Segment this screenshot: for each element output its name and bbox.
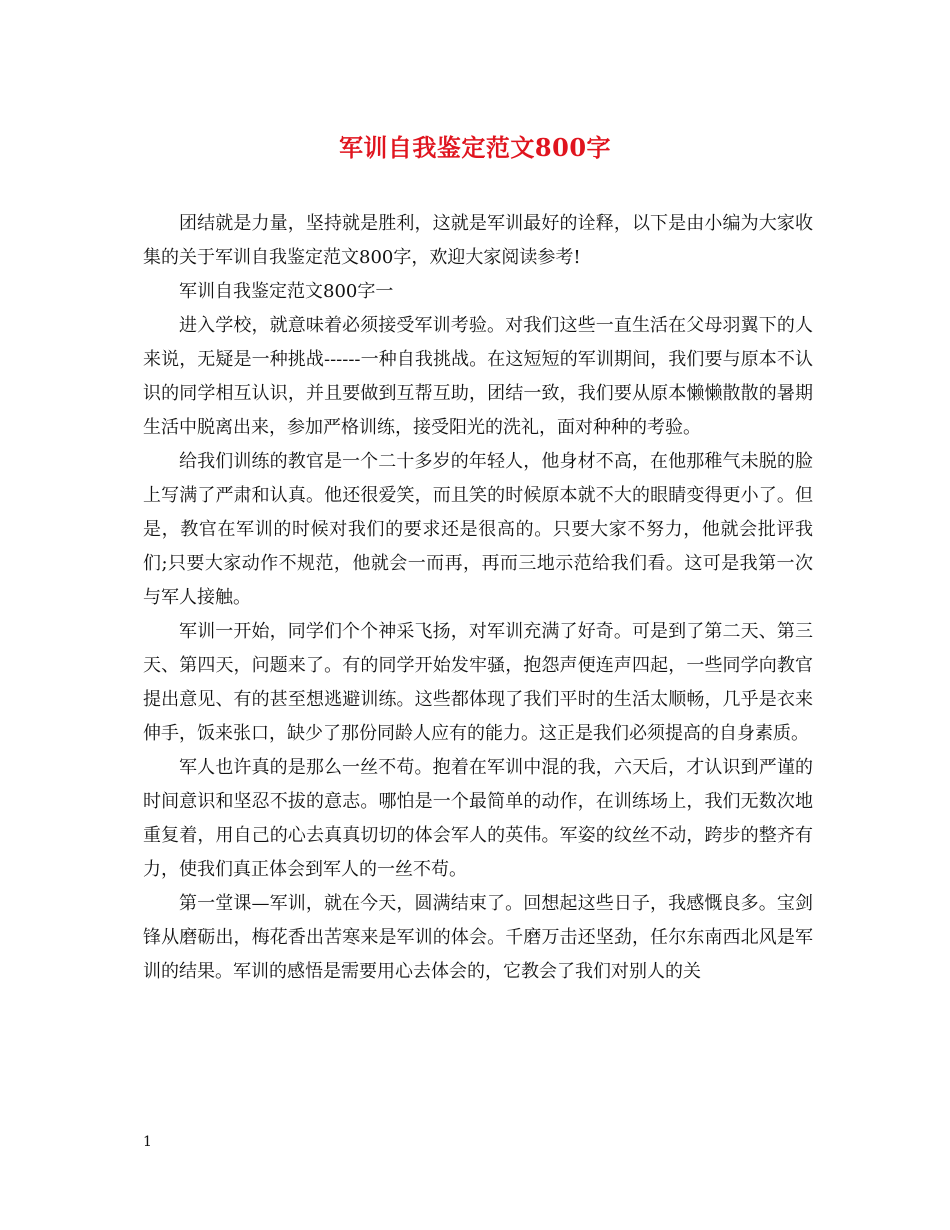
document-title: 军训自我鉴定范文800字 <box>338 133 612 162</box>
intro-paragraph: 团结就是力量，坚持就是胜利，这就是军训最好的诠释，以下是由小编为大家收集的关于军训自我鉴定范文800字，欢迎大家阅读参考! <box>143 213 813 268</box>
body-paragraph-4: 军人也许真的是那么一丝不苟。抱着在军训中混的我，六天后，才认识到严谨的时间意识和坚忍不拔的意志。哪怕是一个最简单的动作，在训练场上，我们无数次地重复着，用自己的心去真真切切的体会军人的英伟。军姿的纹丝不动，跨步的整齐有力，使我们真正体会到军人的一丝不苟。 <box>143 757 813 880</box>
page-number: 1 <box>143 1134 152 1150</box>
body-paragraph-3: 军训一开始，同学们个个神采飞扬，对军训充满了好奇。可是到了第二天、第三天、第四天，问题来了。有的同学开始发牢骚，抱怨声便连声四起，一些同学向教官提出意见、有的甚至想逃避训练。这些都体现了我们平时的生活太顺畅，几乎是衣来伸手，饭来张口，缺少了那份同龄人应有的能力。这正是我们必须提高的自身素质。 <box>143 621 813 744</box>
section-heading: 军训自我鉴定范文800字一 <box>179 281 394 302</box>
body-paragraph-1: 进入学校，就意味着必须接受军训考验。对我们这些一直生活在父母羽翼下的人来说，无疑是一种挑战------一种自我挑战。在这短短的军训期间，我们要与原本不认识的同学相互认识，并且要做到互帮互助，团结一致，我们要从原本懒懒散散的暑期生活中脱离出来，参加严格训练，接受阳光的洗礼，面对种种的考验。 <box>143 315 813 438</box>
body-paragraph-5: 第一堂课—军训，就在今天，圆满结束了。回想起这些日子，我感慨良多。宝剑锋从磨砺出，梅花香出苦寒来是军训的体会。千磨万击还坚劲，任尔东南西北风是军训的结果。军训的感悟是需要用心去体会的，它教会了我们对别人的关 <box>143 893 813 982</box>
body-paragraph-2: 给我们训练的教官是一个二十多岁的年轻人，他身材不高，在他那稚气未脱的脸上写满了严肃和认真。他还很爱笑，而且笑的时候原本就不大的眼睛变得更小了。但是，教官在军训的时候对我们的要求还是很高的。只要大家不努力，他就会批评我们;只要大家动作不规范，他就会一而再，再而三地示范给我们看。这可是我第一次与军人接触。 <box>143 451 813 608</box>
document-body <box>143 207 813 989</box>
